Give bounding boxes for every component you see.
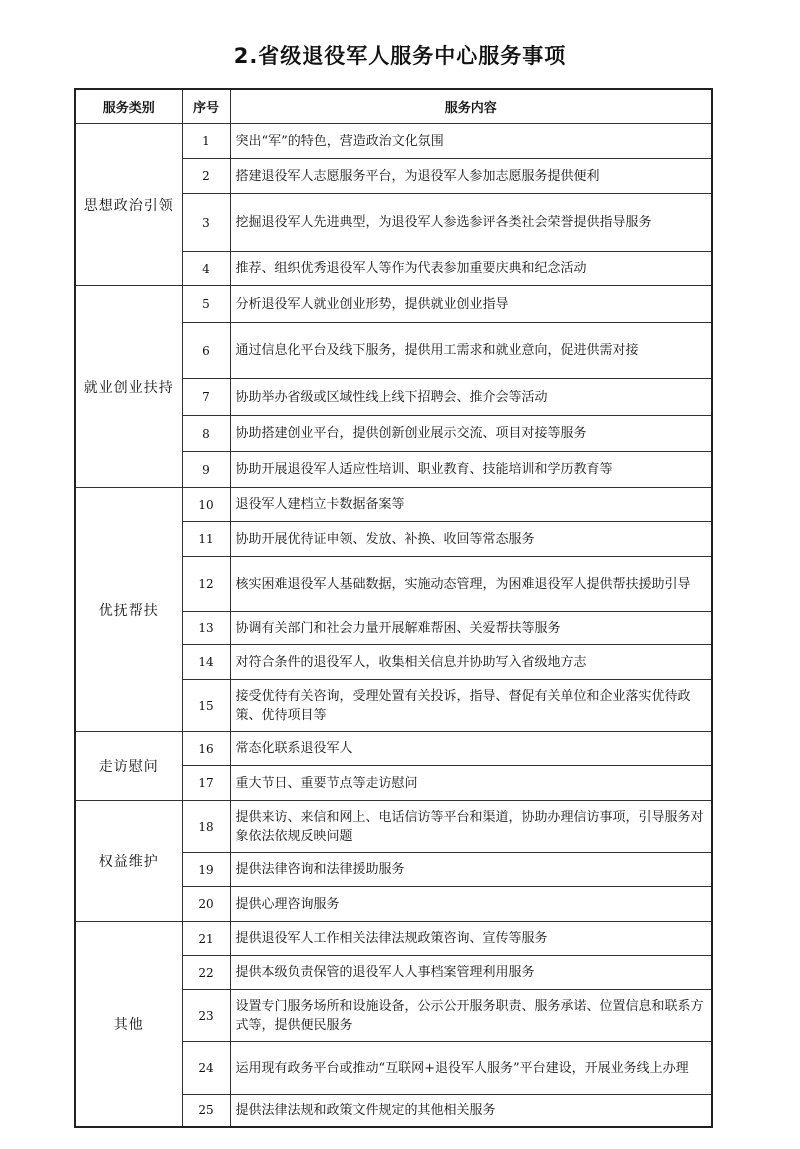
- row-content: 协助搭建创业平台，提供创新创业展示交流、项目对接等服务: [230, 416, 712, 452]
- row-number: 25: [182, 1095, 230, 1127]
- table-header-row: [75, 89, 712, 124]
- row-content: 常态化联系退役军人: [230, 732, 712, 766]
- header-category: 服务类别: [75, 89, 182, 124]
- table-row: [75, 286, 712, 323]
- table-row: [75, 124, 712, 159]
- row-content: 提供法律咨询和法律援助服务: [230, 853, 712, 887]
- row-number: 6: [182, 323, 230, 379]
- row-content: 提供法律法规和政策文件规定的其他相关服务: [230, 1095, 712, 1127]
- row-number: 13: [182, 612, 230, 645]
- row-content: 退役军人建档立卡数据备案等: [230, 488, 712, 522]
- row-number: 22: [182, 956, 230, 990]
- row-number: 14: [182, 645, 230, 680]
- row-content: 设置专门服务场所和设施设备，公示公开服务职责、服务承诺、位置信息和联系方式等，提供便民服务: [230, 990, 712, 1042]
- row-content: 对符合条件的退役军人，收集相关信息并协助写入省级地方志: [230, 645, 712, 680]
- row-content: 提供本级负责保管的退役军人人事档案管理利用服务: [230, 956, 712, 990]
- row-content: 协调有关部门和社会力量开展解难帮困、关爱帮扶等服务: [230, 612, 712, 645]
- row-content: 协助开展优待证申领、发放、补换、收回等常态服务: [230, 522, 712, 557]
- row-number: 8: [182, 416, 230, 452]
- row-number: 16: [182, 732, 230, 766]
- row-content: 搭建退役军人志愿服务平台，为退役军人参加志愿服务提供便利: [230, 159, 712, 194]
- header-content: 服务内容: [230, 89, 712, 124]
- category-cell: 权益维护: [75, 801, 182, 922]
- row-content: 协助开展退役军人适应性培训、职业教育、技能培训和学历教育等: [230, 452, 712, 488]
- row-number: 19: [182, 853, 230, 887]
- header-number: 序号: [182, 89, 230, 124]
- category-cell: 就业创业扶持: [75, 286, 182, 488]
- row-number: 1: [182, 124, 230, 159]
- row-content: 提供退役军人工作相关法律法规政策咨询、宣传等服务: [230, 922, 712, 956]
- row-number: 12: [182, 557, 230, 612]
- row-number: 20: [182, 887, 230, 922]
- row-number: 5: [182, 286, 230, 323]
- row-number: 23: [182, 990, 230, 1042]
- table-row: [75, 801, 712, 853]
- row-content: 提供心理咨询服务: [230, 887, 712, 922]
- table-row: [75, 922, 712, 956]
- row-content: 协助举办省级或区域性线上线下招聘会、推介会等活动: [230, 379, 712, 416]
- category-cell: 优抚帮扶: [75, 488, 182, 732]
- row-content: 核实困难退役军人基础数据，实施动态管理，为困难退役军人提供帮扶援助引导: [230, 557, 712, 612]
- row-number: 24: [182, 1042, 230, 1095]
- row-content: 突出“军”的特色，营造政治文化氛围: [230, 124, 712, 159]
- row-number: 2: [182, 159, 230, 194]
- row-content: 分析退役军人就业创业形势，提供就业创业指导: [230, 286, 712, 323]
- table-row: [75, 732, 712, 766]
- row-number: 18: [182, 801, 230, 853]
- row-content: 接受优待有关咨询，受理处置有关投诉，指导、督促有关单位和企业落实优待政策、优待项目等: [230, 680, 712, 732]
- row-content: 重大节日、重要节点等走访慰问: [230, 766, 712, 801]
- services-table: [74, 88, 713, 1128]
- row-number: 9: [182, 452, 230, 488]
- category-cell: 其他: [75, 922, 182, 1127]
- category-cell: 走访慰问: [75, 732, 182, 801]
- row-number: 10: [182, 488, 230, 522]
- page-title: 2.省级退役军人服务中心服务事项: [233, 44, 567, 68]
- row-number: 11: [182, 522, 230, 557]
- row-number: 15: [182, 680, 230, 732]
- row-number: 17: [182, 766, 230, 801]
- row-number: 3: [182, 194, 230, 252]
- row-content: 推荐、组织优秀退役军人等作为代表参加重要庆典和纪念活动: [230, 252, 712, 286]
- row-content: 提供来访、来信和网上、电话信访等平台和渠道，协助办理信访事项，引导服务对象依法依规反映问题: [230, 801, 712, 853]
- category-cell: 思想政治引领: [75, 124, 182, 286]
- row-content: 运用现有政务平台或推动“互联网+退役军人服务”平台建设，开展业务线上办理: [230, 1042, 712, 1095]
- table-row: [75, 488, 712, 522]
- row-content: 通过信息化平台及线下服务，提供用工需求和就业意向，促进供需对接: [230, 323, 712, 379]
- row-number: 21: [182, 922, 230, 956]
- row-number: 7: [182, 379, 230, 416]
- row-content: 挖掘退役军人先进典型，为退役军人参选参评各类社会荣誉提供指导服务: [230, 194, 712, 252]
- row-number: 4: [182, 252, 230, 286]
